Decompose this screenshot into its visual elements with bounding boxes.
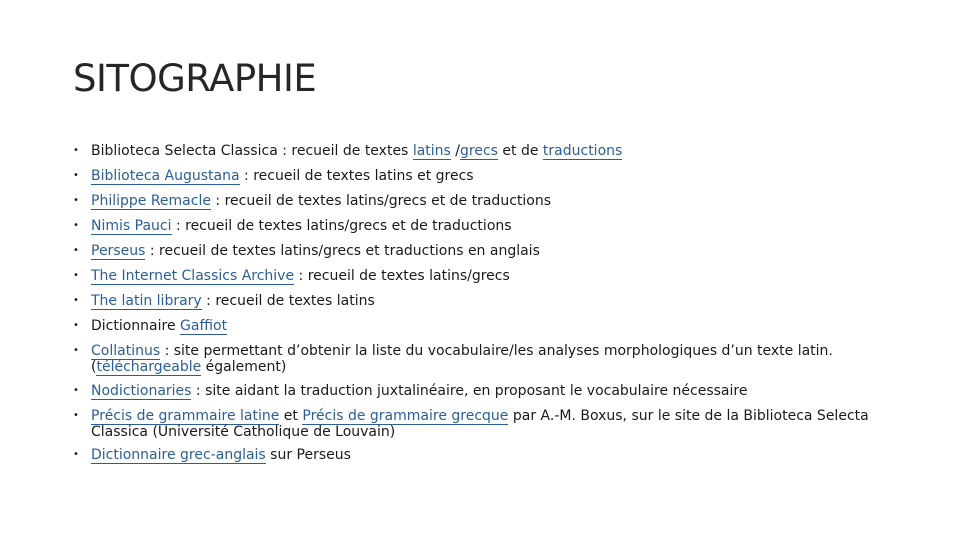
page-title: SITOGRAPHIE	[73, 57, 317, 100]
link-latin-library[interactable]: The latin library	[91, 293, 202, 309]
list-item	[73, 143, 903, 159]
link-precis-grammaire-grecque[interactable]: Précis de grammaire grecque	[302, 407, 509, 424]
item-text: : recueil de textes latins et grecs	[239, 168, 474, 184]
item-text: : site aidant la traduction juxtalinéaire, en proposant le vocabulaire nécessaire	[191, 382, 748, 399]
item-text: : recueil de textes latins/grecs et de traductions	[210, 193, 551, 209]
bullet-icon: •	[73, 195, 79, 206]
link-traductions[interactable]: traductions	[542, 143, 623, 159]
link-latins[interactable]: latins	[412, 143, 451, 159]
link-biblioteca-augustana[interactable]: Biblioteca Augustana	[91, 168, 240, 184]
list-item	[73, 408, 903, 440]
list-item	[73, 293, 903, 309]
list-item	[73, 268, 903, 284]
bullet-icon: •	[73, 320, 79, 331]
item-text: également)	[201, 359, 287, 375]
bullet-icon: •	[73, 270, 79, 281]
item-text: Dictionnaire	[91, 318, 181, 334]
link-internet-classics-archive[interactable]: The Internet Classics Archive	[91, 268, 295, 284]
item-text: sur Perseus	[265, 447, 351, 463]
link-collatinus[interactable]: Collatinus	[91, 343, 161, 359]
list-item	[73, 193, 903, 209]
link-precis-grammaire-latine[interactable]: Précis de grammaire latine	[91, 407, 280, 424]
list-item	[73, 243, 903, 259]
bullet-icon: •	[73, 220, 79, 231]
item-text: et	[279, 407, 303, 424]
list-item	[73, 218, 903, 234]
link-grecs[interactable]: grecs	[460, 143, 498, 159]
list-item	[73, 168, 903, 184]
link-gaffiot[interactable]: Gaffiot	[180, 318, 228, 334]
item-text: et de	[497, 143, 543, 159]
link-perseus[interactable]: Perseus	[91, 243, 146, 259]
item-text: : recueil de textes latins/grecs et traductions en anglais	[145, 243, 540, 259]
bullet-icon: •	[73, 409, 79, 421]
link-nodictionaries[interactable]: Nodictionaries	[91, 382, 192, 399]
link-telechargeable[interactable]: téléchargeable	[96, 359, 202, 375]
bullet-icon: •	[73, 295, 79, 306]
bullet-icon: •	[73, 384, 79, 396]
link-dictionnaire-grec-anglais[interactable]: Dictionnaire grec-anglais	[91, 447, 266, 463]
list-item	[73, 318, 903, 334]
sitography-list	[73, 143, 903, 472]
item-text: Biblioteca Selecta Classica : recueil de textes	[91, 143, 413, 159]
bullet-icon: •	[73, 245, 79, 256]
bullet-icon: •	[73, 449, 79, 460]
item-text: par A.-M. Boxus, sur le site de la Biblioteca Selecta Classica (Université Catholique de Louvain)	[91, 407, 874, 440]
link-nimis-pauci[interactable]: Nimis Pauci	[91, 218, 172, 234]
link-philippe-remacle[interactable]: Philippe Remacle	[91, 193, 211, 209]
list-item	[73, 447, 903, 463]
item-text: : site permettant d’obtenir la liste du vocabulaire/les analyses morphologiques d’un texte latin. (	[91, 343, 838, 375]
item-text: : recueil de textes latins/grecs et de traductions	[171, 218, 512, 234]
list-item	[73, 343, 903, 375]
bullet-icon: •	[73, 345, 79, 356]
bullet-icon: •	[73, 170, 79, 181]
item-text: : recueil de textes latins	[201, 293, 375, 309]
item-text: /	[450, 143, 460, 159]
bullet-icon: •	[73, 145, 79, 156]
list-item	[73, 383, 903, 399]
item-text: : recueil de textes latins/grecs	[294, 268, 510, 284]
